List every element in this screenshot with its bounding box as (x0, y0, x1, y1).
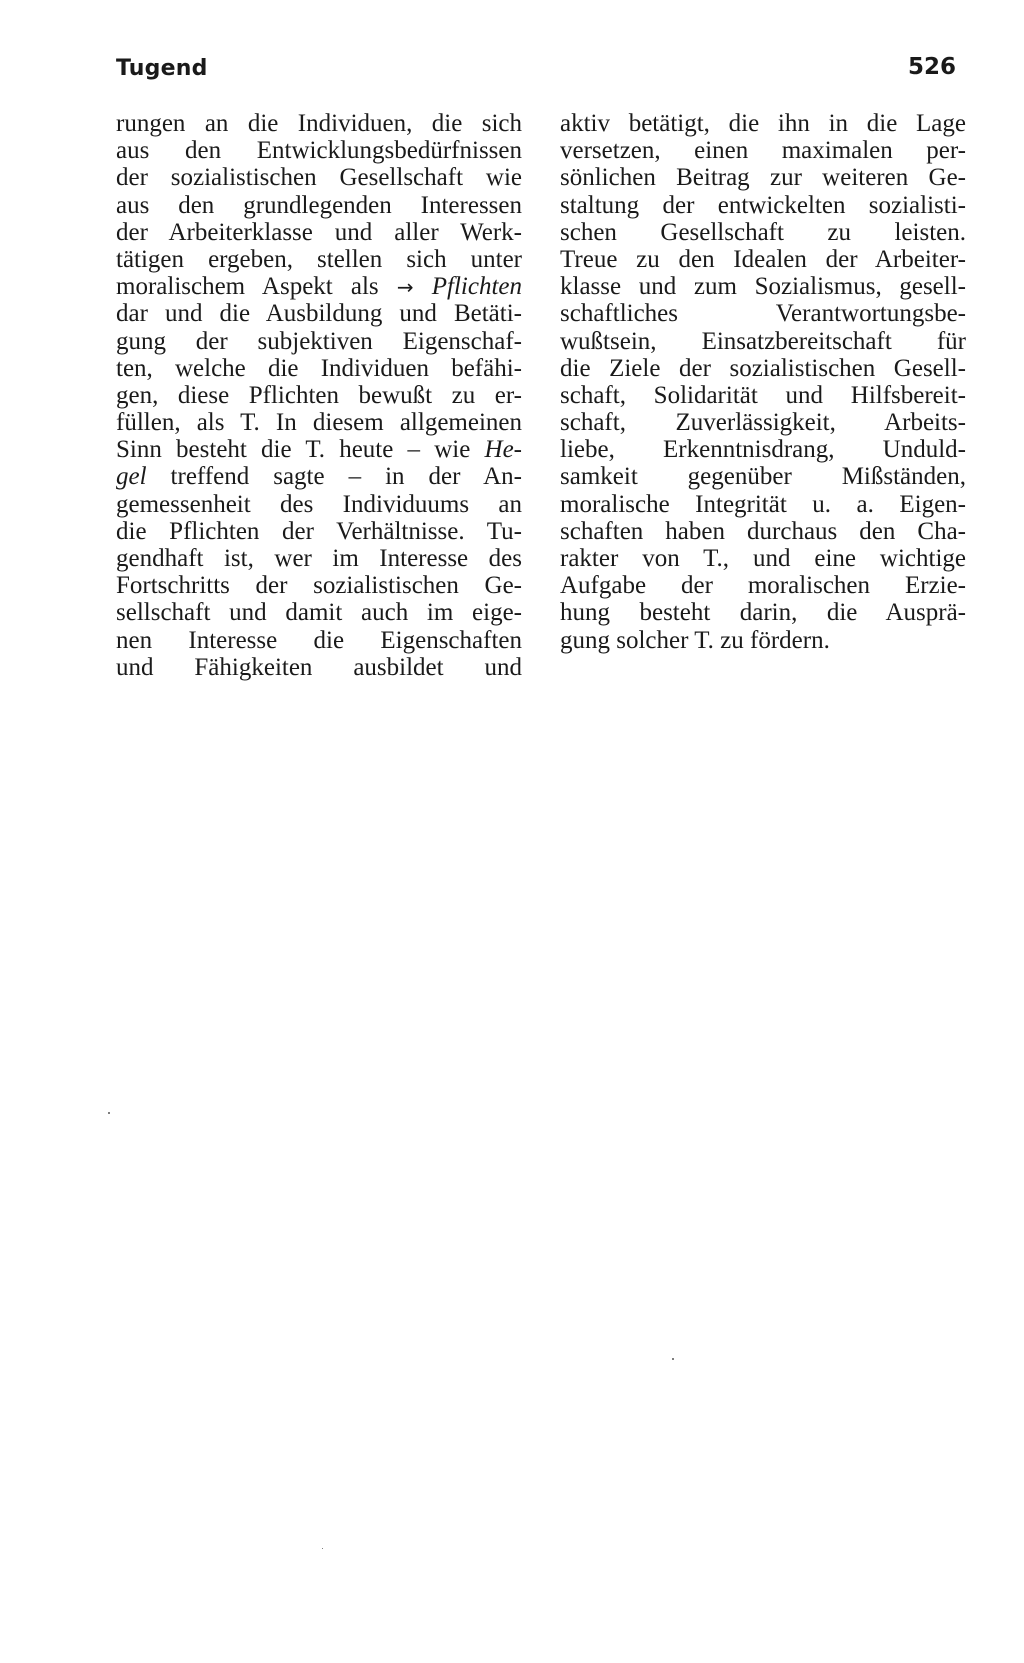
text-line: füllen, als T. In diesem allgemeinen (116, 409, 522, 437)
text-line: moralische Integrität u. a. Eigen- (560, 490, 966, 518)
text-line: schaften haben durchaus den Cha- (560, 517, 966, 545)
text-line-with-name (116, 463, 522, 490)
text-line-with-cross-reference (116, 273, 522, 300)
text-line: gemessenheit des Individuums an (116, 490, 522, 518)
text-line: der sozialistischen Gesellschaft wie (116, 164, 522, 192)
text-line: Treue zu den Idealen der Arbeiter- (560, 245, 966, 273)
text-line: staltung der entwickelten sozialisti- (560, 191, 966, 219)
text-line: tätigen ergeben, stellen sich unter (116, 245, 522, 273)
text-line: ten, welche die Individuen befähi- (116, 354, 522, 382)
text-line: hung besteht darin, die Ausprä- (560, 599, 966, 627)
cross-reference-link[interactable]: Pflichten (431, 273, 523, 301)
text-line: schaft, Zuverlässigkeit, Arbeits- (560, 409, 966, 437)
text-line: rungen an die Individuen, die sich (116, 110, 522, 137)
text-line: der Arbeiterklasse und aller Werk- (116, 218, 522, 246)
text-line: klasse und zum Sozialismus, gesell- (560, 273, 966, 301)
text-line: die Pflichten der Verhältnisse. Tu- (116, 517, 522, 545)
text-line: rakter von T., und eine wichtige (560, 545, 966, 572)
text-line: versetzen, einen maximalen per- (560, 137, 966, 165)
text-line: liebe, Erkenntnisdrang, Unduld- (560, 436, 966, 464)
text-column-right (560, 110, 966, 654)
text-line: aktiv betätigt, die ihn in die Lage (560, 110, 966, 137)
text-line: Fortschritts der sozialistischen Ge- (116, 572, 522, 600)
person-name-italic: gel (116, 463, 147, 491)
text-line: nen Interesse die Eigenschaften (116, 626, 522, 654)
text-line: Aufgabe der moralischen Erzie- (560, 572, 966, 600)
text-line: wußtsein, Einsatzbereitschaft für (560, 327, 966, 355)
text-column-left (116, 110, 522, 681)
scan-speck (672, 1358, 674, 1360)
scan-speck (108, 1112, 110, 1114)
text-line: sellschaft und damit auch im eige- (116, 599, 522, 627)
text-line-with-name (116, 436, 522, 463)
text-line: und Fähigkeiten ausbildet und (116, 653, 522, 681)
cross-reference-arrow-icon: → (396, 275, 414, 300)
text-line: schen Gesellschaft zu leisten. (560, 218, 966, 246)
page-number: 526 (908, 54, 957, 80)
text-fragment: moralischem Aspekt als (116, 273, 397, 301)
text-line: gen, diese Pflichten bewußt zu er- (116, 381, 522, 409)
text-line: gung solcher T. zu fördern. (560, 626, 830, 654)
text-line: dar und die Ausbildung und Betäti- (116, 300, 522, 328)
person-name-italic: He- (484, 436, 522, 464)
scan-speck (322, 1548, 323, 1549)
text-line: schaftliches Verantwortungsbe- (560, 300, 966, 328)
text-line: samkeit gegenüber Mißständen, (560, 463, 966, 491)
text-line: sönlichen Beitrag zur weiteren Ge- (560, 164, 966, 192)
text-line: gendhaft ist, wer im Interesse des (116, 545, 522, 572)
running-head-entry-title: Tugend (116, 56, 208, 81)
text-line: gung der subjektiven Eigenschaf- (116, 327, 522, 355)
text-fragment: treffend sagte – in der An- (146, 463, 522, 491)
text-line: die Ziele der sozialistischen Gesell- (560, 354, 966, 382)
text-line: aus den grundlegenden Interessen (116, 191, 522, 219)
text-fragment: Sinn besteht die T. heute – wie (116, 436, 485, 464)
text-line: schaft, Solidarität und Hilfsbereit- (560, 381, 966, 409)
text-line: aus den Entwicklungsbedürfnissen (116, 137, 522, 165)
